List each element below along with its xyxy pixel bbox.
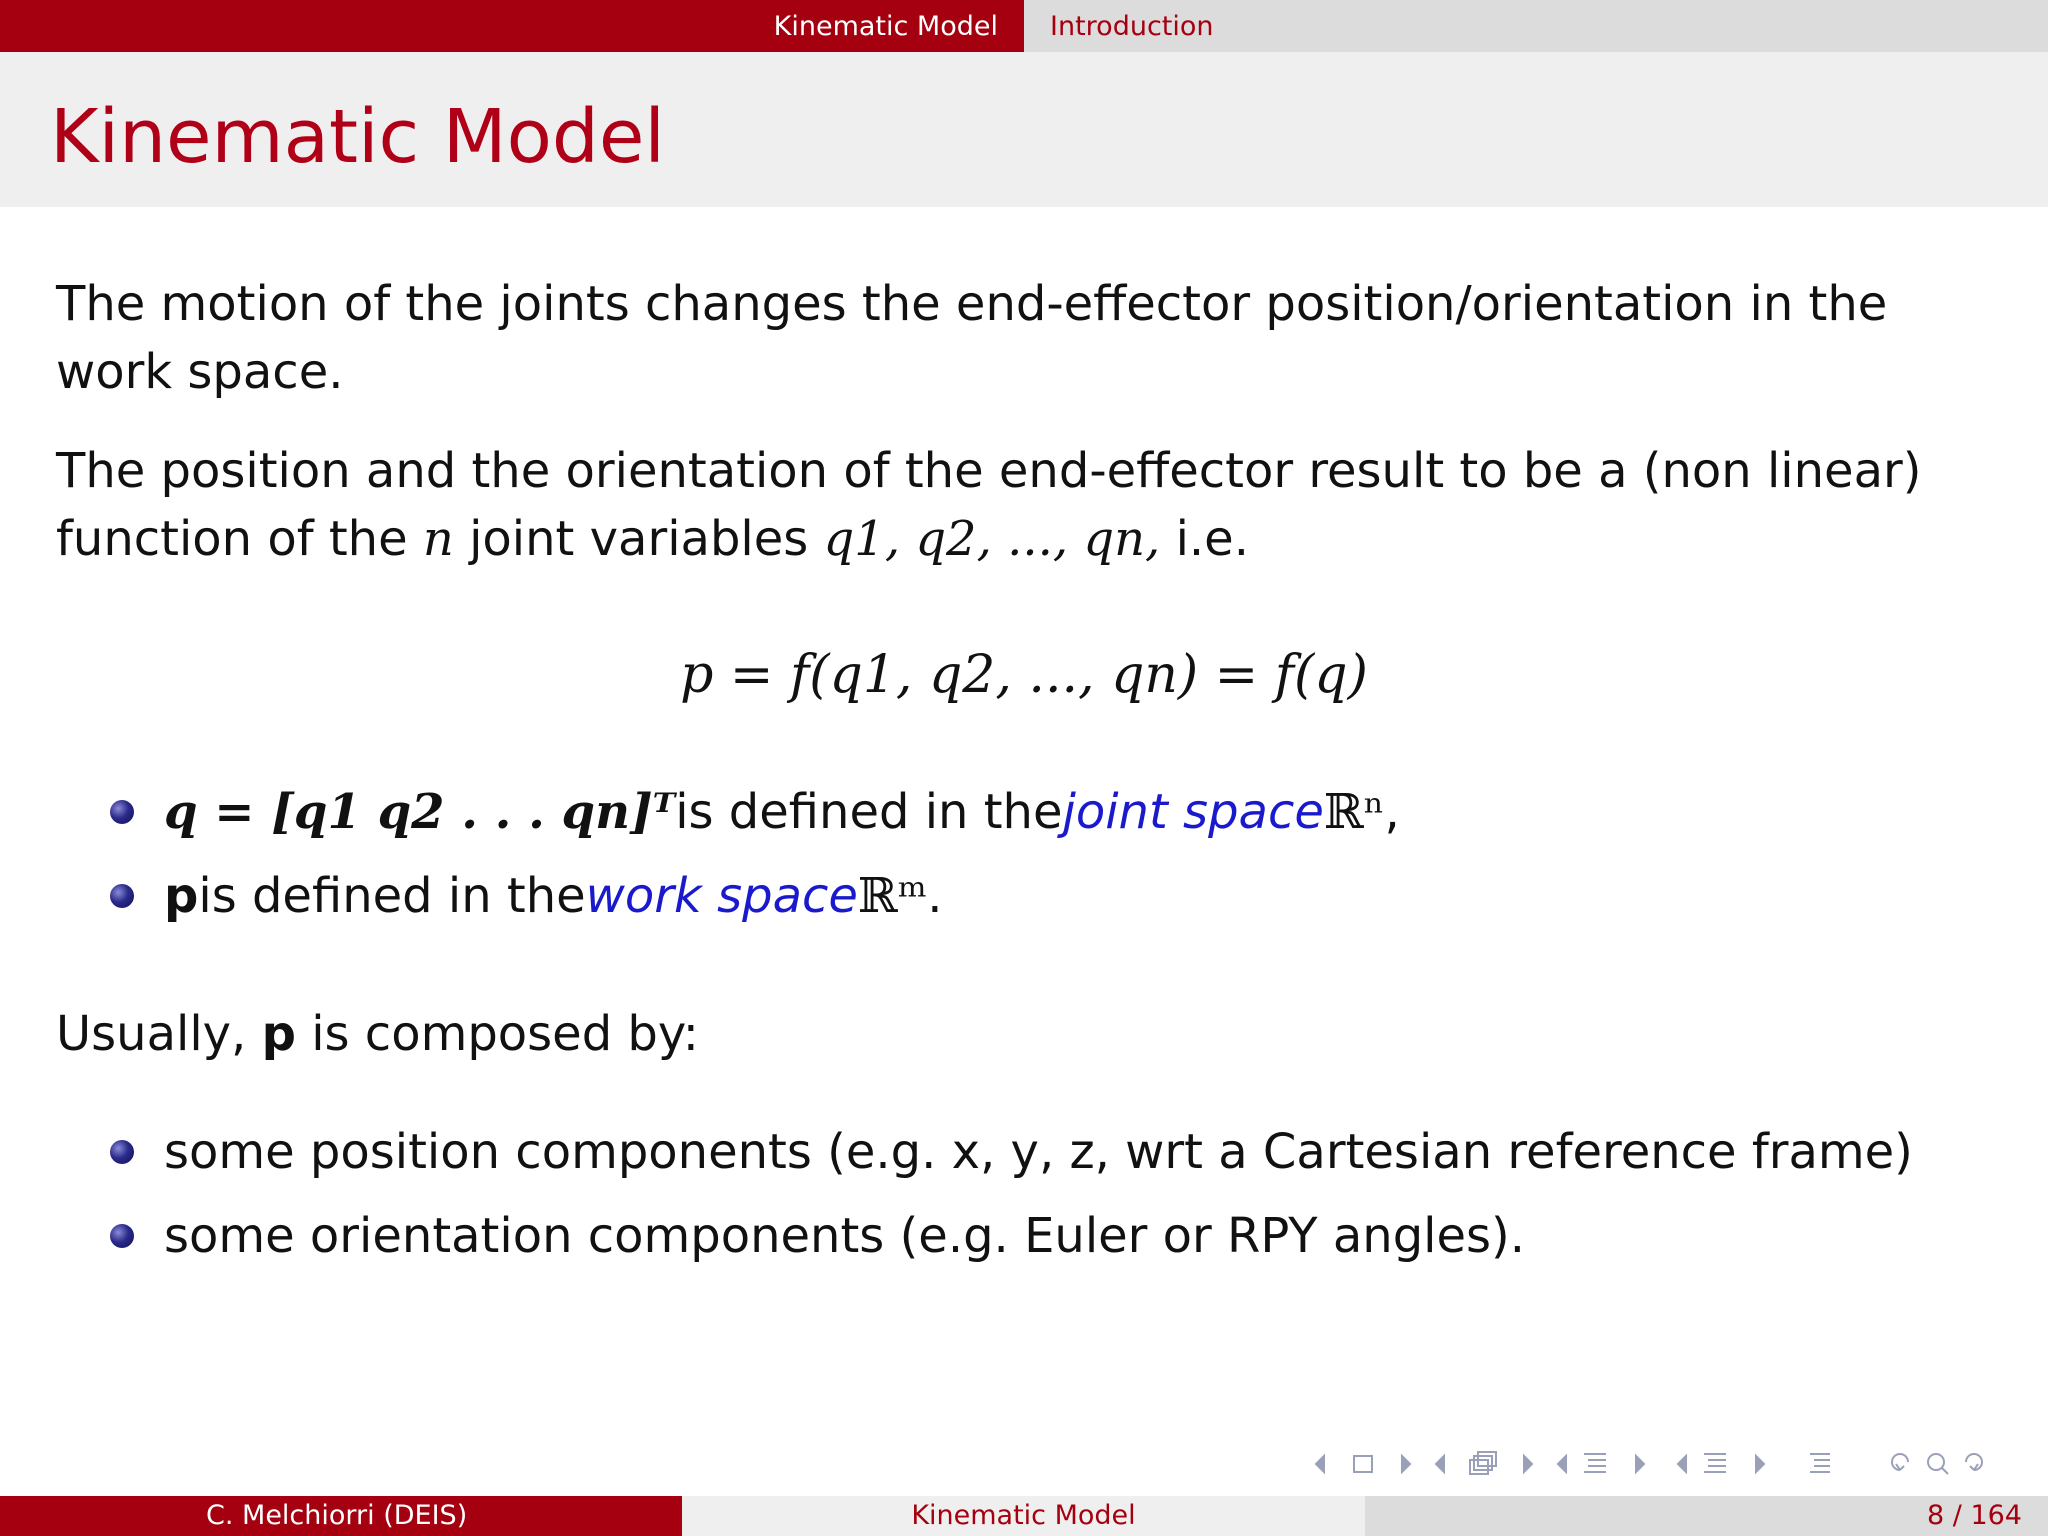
paragraph-2-vars: q1, q2, ..., qn,	[823, 511, 1161, 567]
p4-bold: p	[261, 1006, 296, 1062]
list-item	[110, 1194, 1913, 1278]
bullet-1-space: ℝⁿ	[1323, 784, 1385, 840]
bullet-2-pre: p	[164, 868, 199, 924]
list-item	[110, 1110, 1913, 1194]
bullet-2-term: work space	[585, 868, 858, 924]
section-icon[interactable]	[1584, 1454, 1606, 1472]
bullet-list-components	[110, 1110, 1913, 1278]
prev-frame-icon[interactable]	[1316, 1456, 1324, 1472]
bullet-icon	[110, 1224, 134, 1248]
bullet-1-end: ,	[1384, 784, 1400, 840]
beamer-navigation	[1310, 1446, 2030, 1482]
bullet-icon	[110, 800, 134, 824]
bullet-1-pre: q = [q1 q2 . . . qn]ᵀ	[164, 784, 676, 840]
next-slide-icon[interactable]	[1756, 1456, 1764, 1472]
bullet-1-term: joint space	[1062, 784, 1324, 840]
p4-lead: Usually,	[56, 1006, 247, 1062]
list-item	[110, 770, 1400, 854]
page-number: 8 / 164	[1927, 1500, 2022, 1531]
footer-title-box	[682, 1496, 1365, 1536]
bullet-icon	[110, 1140, 134, 1164]
footer-author: C. Melchiorri (DEIS)	[206, 1500, 468, 1531]
paragraph-2-n: n	[422, 511, 454, 567]
slide-title: Kinematic Model	[50, 94, 665, 180]
bullet-2-end: .	[927, 868, 943, 924]
prev-subsection-icon[interactable]	[1436, 1456, 1444, 1472]
paragraph-2	[56, 437, 2006, 573]
slide-icon[interactable]	[1704, 1454, 1726, 1472]
bullet-2-text: is defined in the	[198, 868, 586, 924]
title-band	[0, 52, 2048, 207]
bullet-1-text: is defined in the	[675, 784, 1063, 840]
next-subsection-icon[interactable]	[1524, 1456, 1532, 1472]
header-bar	[0, 0, 2048, 52]
next-section-icon[interactable]	[1636, 1456, 1644, 1472]
header-section-label[interactable]: Kinematic Model	[773, 10, 998, 42]
paragraph-2-rest: joint variables	[469, 511, 809, 567]
footer-page-box	[1365, 1496, 2048, 1536]
header-subsection[interactable]	[1024, 0, 2048, 52]
toc-icon[interactable]	[1810, 1454, 1830, 1472]
paragraph-2-text: The position and the orientation of the end-effector result to be a (non linear) function of the	[56, 443, 1922, 567]
bullet-list-spaces	[110, 770, 1400, 938]
footer-title: Kinematic Model	[911, 1500, 1136, 1531]
back-icon[interactable]	[1892, 1454, 1908, 1470]
bullet-icon	[110, 884, 134, 908]
footer-author-box	[0, 1496, 682, 1536]
component-1: some position components (e.g. x, y, z, wrt a Cartesian reference frame)	[164, 1124, 1913, 1180]
equation-text: p = f(q1, q2, ..., qn) = f(q)	[680, 645, 1368, 705]
bullet-2-space: ℝᵐ	[857, 868, 928, 924]
subsection-icon[interactable]	[1470, 1452, 1496, 1474]
forward-icon[interactable]	[1966, 1454, 1982, 1470]
footer-bar	[0, 1496, 2048, 1536]
prev-section-icon[interactable]	[1558, 1456, 1566, 1472]
kinematic-equation	[0, 640, 2048, 710]
paragraph-2-end: i.e.	[1175, 511, 1249, 567]
prev-slide-icon[interactable]	[1678, 1456, 1686, 1472]
p4-rest: is composed by:	[311, 1006, 699, 1062]
header-subsection-label[interactable]: Introduction	[1050, 10, 1214, 42]
next-frame-icon[interactable]	[1402, 1456, 1410, 1472]
component-2: some orientation components (e.g. Euler or RPY angles).	[164, 1208, 1526, 1264]
paragraph-1: The motion of the joints changes the end-effector position/orientation in the work space.	[56, 276, 1888, 400]
header-section-current[interactable]	[0, 0, 1024, 52]
search-icon[interactable]	[1928, 1454, 1948, 1474]
paragraph-usually	[56, 1000, 699, 1068]
list-item	[110, 854, 1400, 938]
frame-icon[interactable]	[1354, 1456, 1372, 1472]
